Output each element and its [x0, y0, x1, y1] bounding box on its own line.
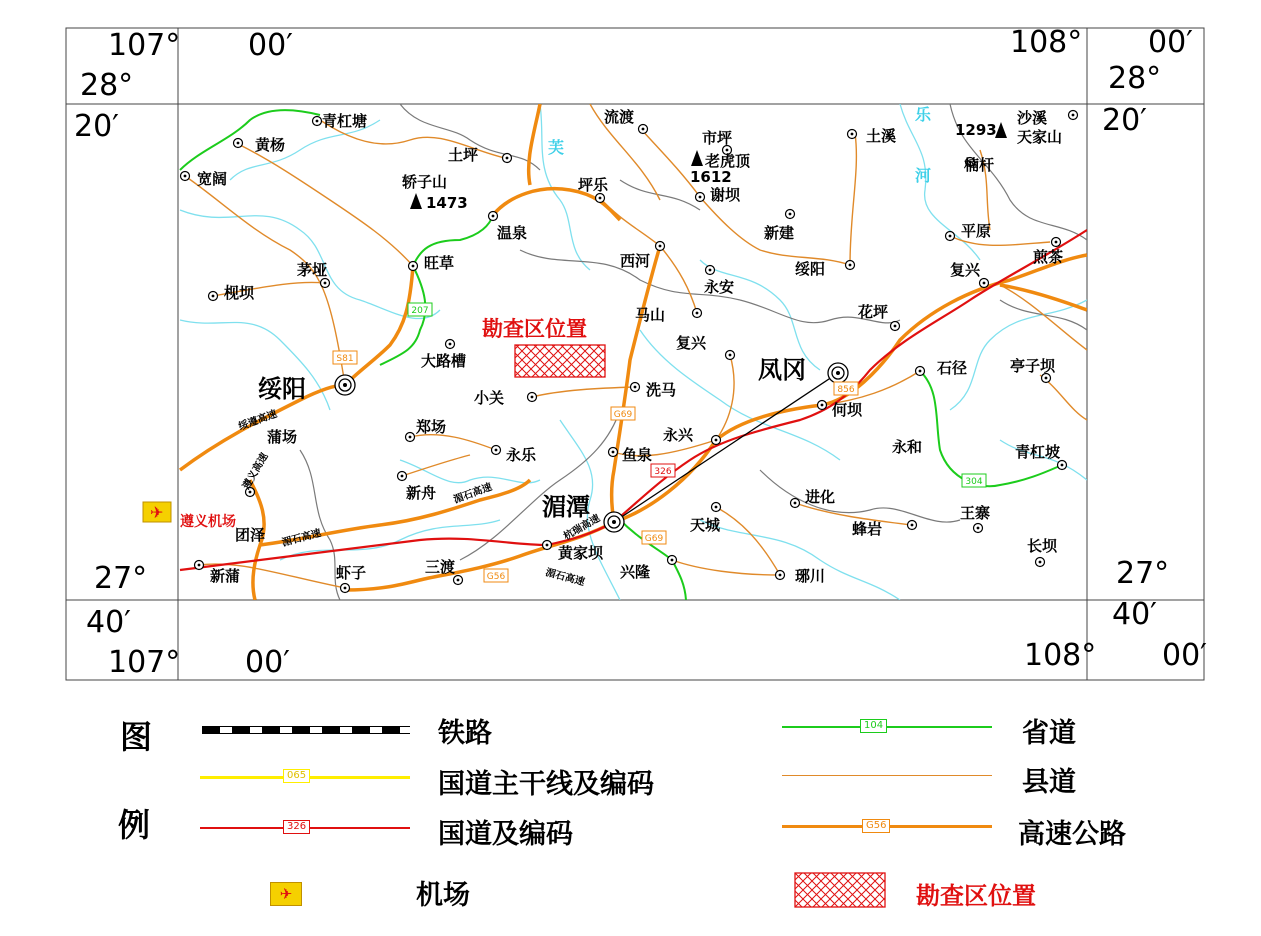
- survey-area-marker: [515, 345, 605, 377]
- town-label: 花坪: [858, 303, 889, 321]
- town-label: 天家山: [1017, 128, 1063, 146]
- town-label: 复兴: [950, 261, 981, 279]
- town-label: 青杠坡: [1015, 443, 1061, 461]
- town-label: 小关: [474, 389, 505, 407]
- coord-bottom-right-lat-min: 40′: [1112, 597, 1157, 632]
- city-marker-center: [836, 371, 840, 375]
- town-marker-center: [659, 245, 662, 248]
- coord-top-right-lat: 28°: [1108, 61, 1162, 96]
- town-marker-center: [495, 449, 498, 452]
- coord-top-left-lat-min: 20′: [74, 109, 119, 144]
- expressway-label: 遵义高速: [241, 451, 271, 492]
- town-label: 枧坝: [224, 284, 255, 302]
- legend-label-survey-area: 勘查区位置: [916, 882, 1036, 910]
- town-marker-center: [1055, 241, 1058, 244]
- town-marker-center: [412, 265, 415, 268]
- legend-label-national-trunk: 国道主干线及编码: [438, 769, 654, 800]
- road-badge-label: 856: [837, 385, 855, 395]
- expressways: [180, 104, 1087, 600]
- national-roads: [180, 230, 1087, 570]
- expressway-label: 湄石高速: [452, 481, 494, 506]
- legend-label-airport: 机场: [416, 880, 470, 911]
- town-label: 虾子: [336, 564, 367, 582]
- town-label: 茅垭: [297, 261, 328, 279]
- peak-icon: [691, 150, 703, 166]
- survey-area-label: 勘查区位置: [482, 317, 587, 341]
- legend-label-provincial: 省道: [1022, 718, 1076, 749]
- town-label: 坪乐: [578, 176, 609, 194]
- city-label: 绥阳: [258, 375, 306, 403]
- town-label: 蜂岩: [852, 520, 883, 538]
- town-label: 楠杆: [964, 156, 995, 174]
- expressway-label: 湄石高速: [544, 567, 586, 589]
- town-marker-center: [949, 235, 952, 238]
- svg-text:✈: ✈: [150, 503, 164, 522]
- city-label: 湄潭: [542, 493, 590, 521]
- town-marker-center: [821, 404, 824, 407]
- expressway-label: 杭瑞高速: [562, 513, 603, 543]
- road-badge-label: G69: [644, 534, 664, 544]
- town-marker-center: [1072, 114, 1075, 117]
- legend-label-county: 县道: [1022, 767, 1076, 798]
- road-badge-label: G56: [486, 572, 506, 582]
- town-label: 何坝: [832, 401, 863, 419]
- legend-label-railway: 铁路: [438, 718, 492, 749]
- road-badge-label: 304: [965, 477, 983, 487]
- legend-title-1: 图: [120, 718, 153, 756]
- coord-top-right-lon: 108°: [1010, 25, 1083, 60]
- town-marker-center: [851, 133, 854, 136]
- town-label: 青杠塘: [322, 112, 368, 130]
- town-marker-center: [324, 282, 327, 285]
- town-marker-center: [409, 436, 412, 439]
- map-body: [180, 104, 1087, 600]
- town-label: 旺草: [424, 254, 455, 272]
- coord-bottom-left-lat: 27°: [94, 561, 148, 596]
- town-label: 河: [915, 166, 932, 185]
- town-label: 平原: [961, 222, 992, 240]
- town-label: 鱼泉: [622, 446, 653, 464]
- town-label: 复兴: [676, 334, 707, 352]
- city-marker-center: [612, 520, 616, 524]
- town-label: 温泉: [497, 224, 528, 242]
- airport-icon: [143, 502, 171, 522]
- town-marker-center: [977, 527, 980, 530]
- legend-national-badge: 326: [283, 820, 310, 834]
- town-label: 黄家坝: [558, 544, 604, 562]
- town-label: 轿子山: [402, 173, 448, 191]
- town-label: 王寨: [960, 504, 991, 522]
- town-marker-center: [531, 396, 534, 399]
- town-marker-center: [789, 213, 792, 216]
- town-marker-center: [919, 370, 922, 373]
- legend-airport-icon: ✈: [270, 882, 302, 906]
- expressway-label: 绥遵高速: [237, 408, 279, 433]
- town-label: 新蒲: [210, 567, 241, 585]
- town-label: 永乐: [506, 446, 537, 464]
- road-badge-label: 326: [654, 467, 672, 477]
- town-label: 洗马: [646, 381, 677, 399]
- town-marker-center: [894, 325, 897, 328]
- town-marker-center: [449, 343, 452, 346]
- town-label: 三渡: [425, 558, 456, 576]
- town-label: 亭子坝: [1010, 357, 1056, 375]
- road-badge-label: 207: [411, 306, 429, 316]
- town-label: 土坪: [448, 146, 479, 164]
- town-label: 老虎顶: [705, 152, 751, 170]
- town-label: 乐: [915, 105, 932, 124]
- town-label: 永和: [892, 438, 923, 456]
- coord-bottom-right-lon-min: 00′: [1162, 638, 1207, 673]
- coord-top-left-lat: 28°: [80, 68, 134, 103]
- town-label: 永兴: [663, 426, 694, 444]
- coord-top-right-lat-min: 20′: [1102, 103, 1147, 138]
- town-marker-center: [237, 142, 240, 145]
- town-markers: [180, 105, 1078, 593]
- town-label: 郑场: [416, 418, 447, 436]
- town-label: 沙溪: [1017, 109, 1048, 127]
- town-label: 1293: [955, 121, 997, 139]
- county-roads: [185, 104, 1087, 588]
- town-label: 团泽: [235, 526, 266, 544]
- town-label: 黄杨: [255, 136, 286, 154]
- town-label: 大路槽: [421, 352, 467, 370]
- town-marker-center: [316, 120, 319, 123]
- town-marker-center: [699, 196, 702, 199]
- town-label: 石径: [937, 359, 968, 377]
- town-marker-center: [506, 157, 509, 160]
- town-label: 宽阔: [197, 170, 228, 188]
- town-marker-center: [1045, 377, 1048, 380]
- town-marker-center: [344, 587, 347, 590]
- expressway-label: 湄石高速: [280, 527, 323, 549]
- town-label: 蒲场: [267, 428, 298, 446]
- town-marker-center: [849, 264, 852, 267]
- town-label: 谢坝: [710, 186, 741, 204]
- town-label: 琊川: [795, 567, 826, 585]
- town-marker-center: [184, 175, 187, 178]
- town-marker-center: [401, 475, 404, 478]
- town-marker-center: [709, 269, 712, 272]
- town-label: 长坝: [1027, 537, 1058, 555]
- coord-top-left-lon-min: 00′: [248, 28, 293, 63]
- town-label: 市坪: [702, 129, 733, 147]
- town-marker-center: [779, 574, 782, 577]
- town-marker-center: [715, 506, 718, 509]
- legend-title-2: 例: [118, 806, 151, 844]
- legend-county-line: [782, 775, 992, 776]
- town-label: 马山: [635, 306, 666, 324]
- coord-top-right-lon-min: 00′: [1148, 25, 1193, 60]
- town-label: 新建: [764, 224, 795, 242]
- town-marker-center: [794, 502, 797, 505]
- town-marker-center: [671, 559, 674, 562]
- coord-bottom-right-lat: 27°: [1116, 556, 1170, 591]
- town-label: 绥阳: [795, 260, 826, 278]
- town-marker-center: [911, 524, 914, 527]
- town-marker-center: [729, 354, 732, 357]
- town-marker-center: [1061, 464, 1064, 467]
- coord-top-left-lon: 107°: [108, 28, 181, 63]
- town-marker-center: [642, 128, 645, 131]
- town-marker-center: [983, 282, 986, 285]
- road-badge-label: G69: [613, 410, 633, 420]
- town-marker-center: [696, 312, 699, 315]
- road-badge-label: S81: [336, 354, 354, 364]
- town-label: 煎茶: [1033, 248, 1064, 266]
- legend-label-national: 国道及编码: [438, 819, 573, 850]
- town-label: 进化: [805, 488, 836, 506]
- town-marker-center: [492, 215, 495, 218]
- town-marker-center: [726, 149, 729, 152]
- coord-bottom-left-lon: 107°: [108, 645, 181, 680]
- town-marker-center: [599, 197, 602, 200]
- town-marker-center: [715, 439, 718, 442]
- town-label: 1612: [690, 168, 732, 186]
- peak-icon: [410, 193, 422, 209]
- town-marker-center: [634, 386, 637, 389]
- legend-railway-line: [202, 726, 410, 734]
- legend-survey-area-swatch: [794, 872, 886, 908]
- town-marker-center: [546, 544, 549, 547]
- town-label: 土溪: [866, 127, 897, 145]
- town-label: 天城: [690, 516, 721, 534]
- city-marker-center: [343, 383, 347, 387]
- town-marker-center: [1039, 561, 1042, 564]
- town-marker-center: [457, 579, 460, 582]
- town-label: 兴隆: [620, 563, 651, 581]
- town-label: 流渡: [604, 108, 635, 126]
- town-label: 永安: [704, 278, 735, 296]
- legend-expressway-badge: G56: [862, 819, 890, 833]
- coord-bottom-left-lon-min: 00′: [245, 645, 290, 680]
- town-label: 新舟: [406, 484, 437, 502]
- town-label: 芙: [548, 138, 565, 157]
- legend-provincial-badge: 104: [860, 719, 887, 733]
- town-label: 西河: [620, 252, 651, 270]
- town-marker-center: [212, 295, 215, 298]
- coord-bottom-right-lon: 108°: [1024, 638, 1097, 673]
- peak-icon: [995, 122, 1007, 138]
- town-marker-center: [612, 451, 615, 454]
- city-label: 凤冈: [758, 356, 806, 384]
- town-marker-center: [198, 564, 201, 567]
- coord-bottom-left-lat-min: 40′: [86, 605, 131, 640]
- town-label: 遵义机场: [180, 514, 236, 530]
- legend-label-expressway: 高速公路: [1018, 819, 1126, 850]
- town-label: 1473: [426, 194, 468, 212]
- legend-national-trunk-badge: 065: [283, 769, 310, 783]
